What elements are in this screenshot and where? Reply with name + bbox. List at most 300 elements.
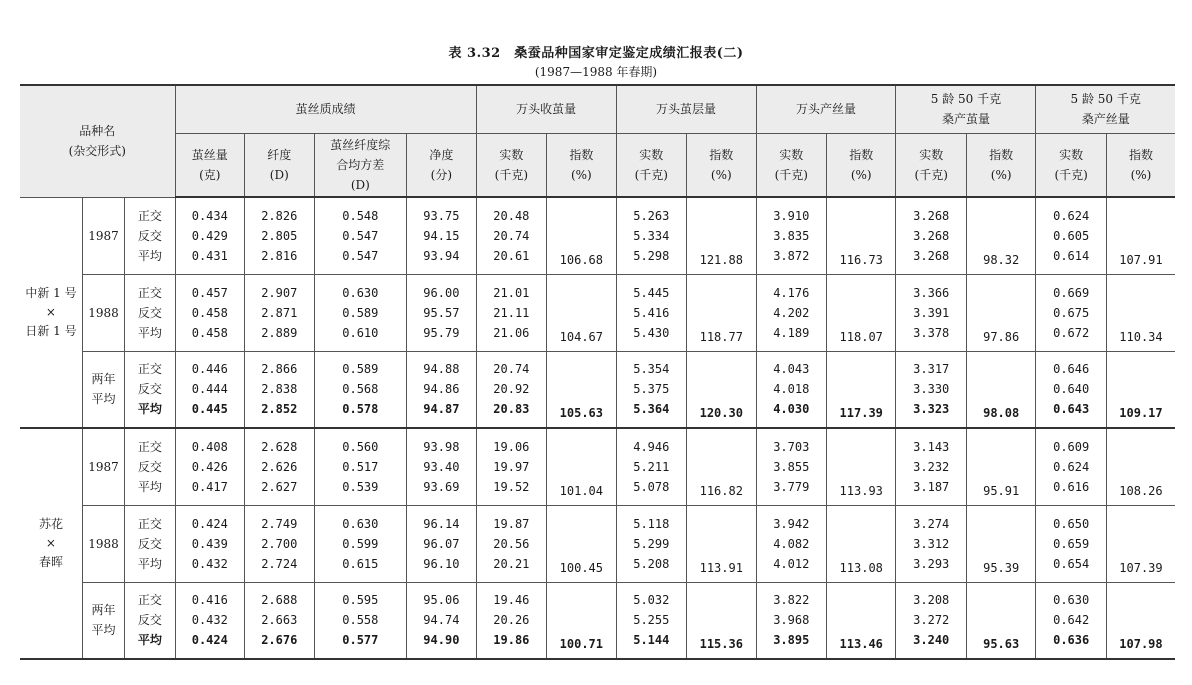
mulberry-silk-group-header	[1036, 85, 1175, 133]
cocoon-layer-index-cell: 116.82	[687, 428, 756, 505]
header-line: (%)	[850, 167, 872, 182]
value: 3.143	[913, 439, 950, 454]
cocoon-layer-index-cell: 121.88	[687, 197, 756, 274]
value: 0.595	[342, 593, 379, 608]
value: 2.805	[261, 228, 298, 243]
mulberry-cocoon-index-cell: 97.86	[966, 274, 1035, 351]
silk-amount-header	[175, 133, 244, 197]
value: 5.354	[633, 362, 670, 377]
header-line: 净度	[429, 147, 454, 162]
value: 4.018	[773, 382, 810, 397]
year-cell	[82, 351, 124, 428]
cocoon-layer-cell	[616, 274, 686, 351]
value: 4.082	[773, 536, 810, 551]
value: 0.429	[191, 228, 228, 243]
value: 2.676	[261, 633, 298, 648]
variety-header	[20, 85, 175, 197]
silk-amount-cell	[175, 505, 244, 582]
value: 0.517	[342, 459, 379, 474]
value: 0.457	[191, 285, 228, 300]
value: 3.779	[773, 479, 810, 494]
cocoon-yield-index-cell: 101.04	[547, 428, 616, 505]
value: 3.268	[913, 228, 950, 243]
denier-cell	[245, 351, 314, 428]
cross-type-cell	[125, 351, 175, 428]
value: 3.272	[913, 613, 950, 628]
value: 2.907	[261, 285, 298, 300]
value: 5.211	[633, 459, 670, 474]
cocoon-layer-cell	[616, 505, 686, 582]
cocoon-yield-index-cell: 104.67	[547, 274, 616, 351]
value: 3.312	[913, 536, 950, 551]
cocoon-layer-index-cell: 115.36	[687, 582, 756, 659]
denier-cell	[245, 505, 314, 582]
silk-yield-cell	[756, 351, 826, 428]
value: 0.589	[342, 362, 379, 377]
value: 3.187	[913, 479, 950, 494]
mulberry-cocoon-cell	[896, 428, 966, 505]
value: 0.432	[191, 556, 228, 571]
variety-name-line: 春晖	[38, 555, 63, 569]
value: 2.852	[261, 402, 298, 417]
neatness-cell	[407, 351, 476, 428]
cross-type-label: 反交	[137, 613, 162, 628]
value: 0.431	[191, 248, 228, 263]
mulberry-cocoon-cell	[896, 351, 966, 428]
value: 3.703	[773, 439, 810, 454]
silk-yield-cell	[756, 505, 826, 582]
value: 5.032	[633, 593, 670, 608]
header-line: (%)	[990, 167, 1012, 182]
value: 0.589	[342, 305, 379, 320]
cocoon-yield-index-cell: 106.68	[547, 197, 616, 274]
value: 95.57	[423, 305, 460, 320]
header-line: (千克)	[1054, 167, 1088, 182]
variety-name-cell	[20, 197, 82, 428]
value: 3.910	[773, 208, 810, 223]
year-cell	[82, 505, 124, 582]
value: 4.189	[773, 325, 810, 340]
cross-type-cell	[125, 197, 175, 274]
value: 2.838	[261, 382, 298, 397]
value: 21.06	[493, 325, 530, 340]
mulberry-cocoon-index-cell: 95.63	[966, 582, 1035, 659]
value: 0.643	[1053, 402, 1090, 417]
cocoon-yield-cell	[476, 274, 546, 351]
table-body	[20, 197, 1175, 659]
value: 0.578	[342, 402, 379, 417]
mulberry-silk-cell	[1036, 582, 1106, 659]
variety-name-line: ×	[45, 536, 56, 550]
mulberry-cocoon-index-cell: 95.39	[966, 505, 1035, 582]
value: 93.40	[423, 459, 460, 474]
header-line: 实数	[1059, 147, 1084, 162]
cocoon-layer-index-cell: 113.91	[687, 505, 756, 582]
header-line: (克)	[199, 167, 221, 182]
value: 3.378	[913, 325, 950, 340]
value: 0.675	[1053, 305, 1090, 320]
cross-type-cell	[125, 505, 175, 582]
value: 0.616	[1053, 479, 1090, 494]
value: 5.255	[633, 613, 670, 628]
cocoon-layer-actual-header	[616, 133, 686, 197]
table-row	[20, 428, 1175, 505]
value: 19.06	[493, 439, 530, 454]
value: 4.176	[773, 285, 810, 300]
cross-type-label: 反交	[137, 459, 162, 474]
cross-type-label: 平均	[137, 556, 162, 571]
cocoon-silk-group-header: 茧丝质成绩	[175, 85, 476, 133]
header-line: 指数	[569, 147, 594, 162]
silk-yield-index-header	[826, 133, 895, 197]
variance-cell	[314, 197, 407, 274]
cocoon-yield-actual-header	[476, 133, 546, 197]
cocoon-yield-cell	[476, 428, 546, 505]
year-label: 1988	[88, 536, 119, 551]
value: 0.424	[191, 633, 228, 648]
value: 0.615	[342, 556, 379, 571]
year-label: 平均	[91, 623, 116, 638]
table-row	[20, 582, 1175, 659]
cocoon-yield-cell	[476, 582, 546, 659]
variety-name-line: 日新 1 号	[25, 323, 77, 338]
silk-yield-index-cell: 116.73	[826, 197, 895, 274]
value: 21.01	[493, 285, 530, 300]
mulberry-cocoon-index-cell: 98.32	[966, 197, 1035, 274]
value: 5.334	[633, 228, 670, 243]
variety-name-cell	[20, 428, 82, 659]
value: 3.268	[913, 208, 950, 223]
value: 0.605	[1053, 228, 1090, 243]
cross-type-label: 反交	[137, 536, 162, 551]
variety-header-line: (杂交形式)	[68, 144, 126, 159]
value: 96.00	[423, 285, 460, 300]
cocoon-layer-cell	[616, 351, 686, 428]
value: 0.417	[191, 479, 228, 494]
value: 0.560	[342, 439, 379, 454]
value: 0.547	[342, 248, 379, 263]
value: 4.012	[773, 556, 810, 571]
neatness-cell	[407, 428, 476, 505]
header-line: 桑产丝量	[1081, 112, 1130, 127]
value: 5.299	[633, 536, 670, 551]
silk-amount-cell	[175, 274, 244, 351]
value: 0.630	[342, 285, 379, 300]
cocoon-yield-cell	[476, 197, 546, 274]
value: 0.424	[191, 516, 228, 531]
table-title: 表 3.32 桑蚕品种国家审定鉴定成绩汇报表(二)	[448, 46, 744, 61]
table-row	[20, 505, 1175, 582]
value: 2.826	[261, 208, 298, 223]
value: 19.97	[493, 459, 530, 474]
mulberry-silk-cell	[1036, 505, 1106, 582]
value: 0.636	[1053, 633, 1090, 648]
silk-amount-cell	[175, 197, 244, 274]
value: 2.663	[261, 613, 298, 628]
neatness-cell	[407, 197, 476, 274]
silk-yield-cell	[756, 274, 826, 351]
year-label: 1988	[88, 305, 119, 320]
value: 4.030	[773, 402, 810, 417]
value: 0.614	[1053, 248, 1090, 263]
variance-cell	[314, 428, 407, 505]
value: 19.86	[493, 633, 530, 648]
header-line: (千克)	[494, 167, 529, 182]
mulberry-cocoon-cell	[896, 274, 966, 351]
value: 0.610	[342, 325, 379, 340]
cross-type-label: 正交	[137, 285, 162, 300]
mulberry-silk-cell	[1036, 351, 1106, 428]
header-line: 指数	[709, 147, 734, 162]
value: 3.835	[773, 228, 810, 243]
silk-amount-cell	[175, 582, 244, 659]
silk-amount-cell	[175, 428, 244, 505]
header-line: (%)	[570, 167, 592, 182]
value: 5.144	[633, 633, 670, 648]
value: 0.659	[1053, 536, 1090, 551]
header-line: (%)	[710, 167, 732, 182]
value: 5.416	[633, 305, 670, 320]
header-line: (分)	[430, 167, 453, 182]
value: 94.88	[423, 362, 460, 377]
value: 4.946	[633, 439, 670, 454]
value: 0.654	[1053, 556, 1090, 571]
value: 2.871	[261, 305, 298, 320]
value: 3.268	[913, 248, 950, 263]
value: 2.816	[261, 248, 298, 263]
value: 0.630	[1053, 593, 1090, 608]
silk-yield-cell	[756, 197, 826, 274]
silk-yield-cell	[756, 428, 826, 505]
value: 96.10	[423, 556, 460, 571]
variety-name-line: 苏花	[38, 517, 63, 531]
value: 5.118	[633, 516, 670, 531]
year-label: 1987	[88, 228, 119, 243]
value: 20.21	[493, 556, 530, 571]
cocoon-yield-index-cell: 105.63	[547, 351, 616, 428]
header-line: 5 龄 50 千克	[1070, 92, 1141, 107]
value: 0.426	[191, 459, 228, 474]
value: 2.688	[261, 593, 298, 608]
cocoon-layer-cell	[616, 197, 686, 274]
mulberry-cocoon-index-header	[966, 133, 1035, 197]
value: 0.669	[1053, 285, 1090, 300]
cross-type-label: 反交	[137, 305, 162, 320]
value: 3.942	[773, 516, 810, 531]
value: 3.366	[913, 285, 950, 300]
denier-header	[245, 133, 314, 197]
header-line: 合均方差	[336, 157, 385, 172]
value: 0.539	[342, 479, 379, 494]
mulberry-silk-cell	[1036, 274, 1106, 351]
value: 21.11	[493, 305, 530, 320]
value: 20.48	[493, 208, 530, 223]
denier-cell	[245, 274, 314, 351]
value: 4.043	[773, 362, 810, 377]
header-line: (千克)	[634, 167, 668, 182]
value: 93.75	[423, 208, 460, 223]
denier-cell	[245, 197, 314, 274]
mulberry-silk-index-cell: 108.26	[1106, 428, 1175, 505]
cross-type-label: 平均	[137, 479, 162, 494]
silk-yield-index-cell: 113.46	[826, 582, 895, 659]
value: 5.208	[633, 556, 670, 571]
value: 3.323	[913, 402, 950, 417]
denier-cell	[245, 582, 314, 659]
year-cell	[82, 197, 124, 274]
mulberry-silk-index-cell: 107.39	[1106, 505, 1175, 582]
cross-type-label: 正交	[137, 516, 162, 531]
year-cell	[82, 428, 124, 505]
cocoon-layer-index-cell: 118.77	[687, 274, 756, 351]
table-row	[20, 197, 1175, 274]
mulberry-silk-index-cell: 107.91	[1106, 197, 1175, 274]
value: 0.672	[1053, 325, 1090, 340]
value: 0.548	[342, 208, 379, 223]
value: 0.547	[342, 228, 379, 243]
variety-header-line: 品种名	[79, 124, 116, 139]
mulberry-cocoon-cell	[896, 197, 966, 274]
value: 94.87	[423, 402, 460, 417]
variance-cell	[314, 274, 407, 351]
value: 20.56	[493, 536, 530, 551]
header-line: 桑产茧量	[941, 112, 990, 127]
value: 5.263	[633, 208, 670, 223]
value: 0.642	[1053, 613, 1090, 628]
cross-type-cell	[125, 274, 175, 351]
table-row	[20, 274, 1175, 351]
header-line: 指数	[989, 147, 1014, 162]
mulberry-silk-index-cell: 109.17	[1106, 351, 1175, 428]
mulberry-cocoon-group-header	[896, 85, 1036, 133]
denier-cell	[245, 428, 314, 505]
value: 3.208	[913, 593, 950, 608]
mulberry-cocoon-index-cell: 95.91	[966, 428, 1035, 505]
cocoon-yield-index-header	[547, 133, 616, 197]
header-line: 指数	[1128, 147, 1153, 162]
silk-yield-cell	[756, 582, 826, 659]
value: 96.07	[423, 536, 460, 551]
value: 0.630	[342, 516, 379, 531]
year-cell	[82, 582, 124, 659]
cocoon-layer-cell	[616, 428, 686, 505]
year-label: 1987	[88, 459, 119, 474]
table-row	[20, 351, 1175, 428]
results-table	[20, 84, 1175, 660]
header-line: 纤度	[267, 147, 292, 162]
year-label: 两年	[91, 603, 116, 618]
variance-cell	[314, 505, 407, 582]
value: 3.822	[773, 593, 810, 608]
value: 3.330	[913, 382, 950, 397]
mulberry-silk-index-cell: 110.34	[1106, 274, 1175, 351]
value: 0.646	[1053, 362, 1090, 377]
value: 0.408	[191, 439, 228, 454]
value: 3.855	[773, 459, 810, 474]
value: 2.724	[261, 556, 298, 571]
value: 0.599	[342, 536, 379, 551]
value: 20.83	[493, 402, 530, 417]
cross-type-label: 平均	[137, 633, 162, 648]
value: 0.568	[342, 382, 379, 397]
value: 0.458	[191, 325, 228, 340]
mulberry-silk-actual-header	[1036, 133, 1106, 197]
value: 2.626	[261, 459, 298, 474]
value: 96.14	[423, 516, 460, 531]
neatness-cell	[407, 582, 476, 659]
value: 2.749	[261, 516, 298, 531]
header-line: (千克)	[914, 167, 948, 182]
cocoon-layer-group-header: 万头茧层量	[616, 85, 756, 133]
cross-type-cell	[125, 582, 175, 659]
cocoon-yield-cell	[476, 351, 546, 428]
cocoon-layer-index-cell: 120.30	[687, 351, 756, 428]
value: 2.889	[261, 325, 298, 340]
value: 0.609	[1053, 439, 1090, 454]
value: 3.274	[913, 516, 950, 531]
value: 5.445	[633, 285, 670, 300]
value: 3.317	[913, 362, 950, 377]
value: 93.98	[423, 439, 460, 454]
header-line: 指数	[849, 147, 874, 162]
cross-type-label: 正交	[137, 439, 162, 454]
value: 19.46	[493, 593, 530, 608]
variance-header	[314, 133, 407, 197]
value: 93.94	[423, 248, 460, 263]
value: 4.202	[773, 305, 810, 320]
value: 3.293	[913, 556, 950, 571]
value: 0.650	[1053, 516, 1090, 531]
value: 2.628	[261, 439, 298, 454]
cocoon-layer-cell	[616, 582, 686, 659]
value: 5.375	[633, 382, 670, 397]
value: 3.968	[773, 613, 810, 628]
value: 20.92	[493, 382, 530, 397]
silk-yield-group-header: 万头产丝量	[756, 85, 896, 133]
cocoon-yield-group-header: 万头收茧量	[476, 85, 616, 133]
value: 0.432	[191, 613, 228, 628]
header-line: 实数	[499, 147, 524, 162]
header-line: 实数	[779, 147, 804, 162]
mulberry-cocoon-cell	[896, 505, 966, 582]
mulberry-cocoon-actual-header	[896, 133, 966, 197]
table-subtitle: (1987—1988 年春期)	[534, 65, 658, 79]
value: 0.444	[191, 382, 228, 397]
header-line: 茧丝纤度综	[330, 137, 391, 152]
value: 0.416	[191, 593, 228, 608]
year-label: 两年	[91, 372, 116, 387]
cross-type-label: 反交	[137, 382, 162, 397]
value: 0.624	[1053, 459, 1090, 474]
mulberry-cocoon-index-cell: 98.08	[966, 351, 1035, 428]
value: 5.430	[633, 325, 670, 340]
value: 95.79	[423, 325, 460, 340]
silk-yield-index-cell: 113.93	[826, 428, 895, 505]
silk-yield-index-cell: 113.08	[826, 505, 895, 582]
neatness-header	[407, 133, 476, 197]
value: 0.458	[191, 305, 228, 320]
value: 93.69	[423, 479, 460, 494]
value: 20.74	[493, 228, 530, 243]
cross-type-label: 平均	[137, 402, 162, 417]
mulberry-silk-index-header	[1106, 133, 1175, 197]
cocoon-yield-index-cell: 100.71	[547, 582, 616, 659]
mulberry-cocoon-cell	[896, 582, 966, 659]
value: 94.90	[423, 633, 460, 648]
cross-type-label: 平均	[137, 248, 162, 263]
cross-type-label: 反交	[137, 228, 162, 243]
silk-yield-index-cell: 117.39	[826, 351, 895, 428]
